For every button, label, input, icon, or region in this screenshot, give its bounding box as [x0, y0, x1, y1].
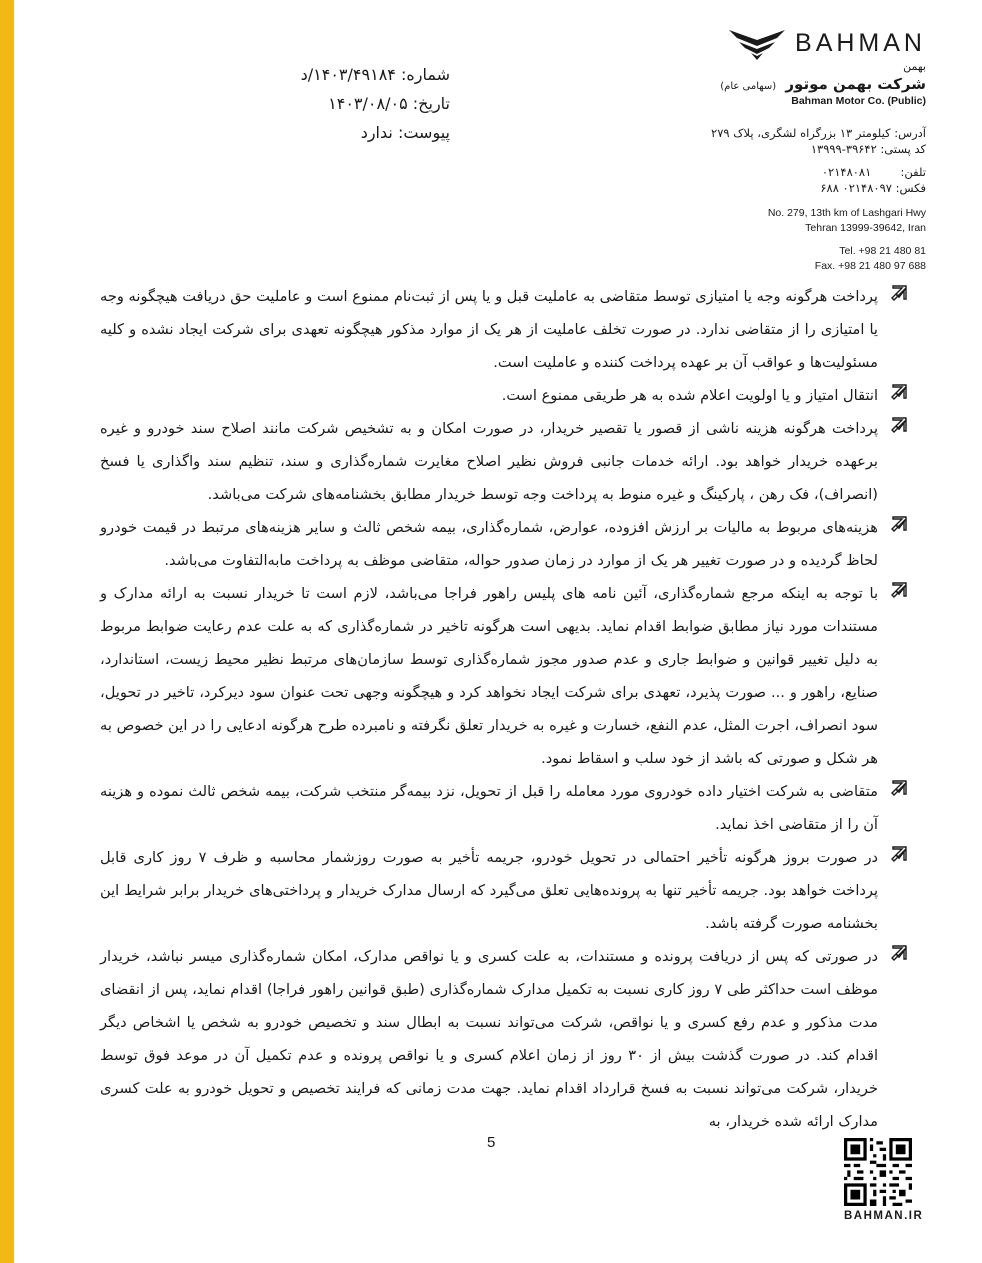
checkmark-arrow-icon [890, 284, 908, 302]
checkmark-arrow-icon [890, 515, 908, 533]
checkmark-arrow-icon [890, 416, 908, 434]
postal-code-fa: کد پستی: ۳۹۶۴۲-۱۳۹۹۹ [810, 141, 926, 156]
letter-date [230, 89, 450, 118]
clause-text: پرداخت هرگونه وجه یا امتیازی توسط متقاضی به عاملیت قبل و یا پس از ثبت‌نام ممنوع است و عاملیت حق دریافت هیچگونه وجه یا امتیازی را از متقاضی ندارد. در صورت تخلف عاملیت از هر یک از موارد مذکور هیچگونه تعهدی برای شرکت ایجاد نشده و کلیه مسئولیت‌ها و عواقب آن بر عهده پرداخت کننده و عاملیت است. [100, 288, 878, 371]
clause-text: متقاضی به شرکت اختیار داده خودروی مورد معامله را قبل از تحویل، نزد بیمه‌گر منتخب شرکت، بیمه شخص ثالث نموده و هزینه آن را از متقاضی اخذ نماید. [100, 783, 878, 833]
letter-number-label: شماره: [400, 65, 450, 84]
footer-qr [844, 1138, 924, 1222]
letter-date-value: ۱۴۰۳/۰۸/۰۵ [328, 94, 408, 113]
page-number: 5 [487, 1134, 496, 1151]
clause-text: در صورت بروز هرگونه تأخیر احتمالی در تحویل خودرو، جریمه تأخیر به صورت روزشمار محاسبه و ظرف ۷ روز کاری قابل پرداخت خواهد بود. جریمه تأخیر تنها به پرونده‌هایی تعلق می‌گیرد که ارسال مدارک خریدار و پرداختی‌های خریدار برابر شرایط این بخشنامه صورت گرفته باشد. [100, 849, 879, 932]
checkmark-arrow-icon [890, 944, 908, 962]
qr-code-icon [844, 1138, 912, 1206]
fax-label: فکس: [895, 180, 926, 195]
letterhead-logo [676, 26, 926, 107]
letter-number [230, 60, 450, 89]
letter-reference [230, 60, 450, 147]
company-name-fa [676, 75, 926, 93]
clause-item [100, 412, 908, 511]
checkmark-arrow-icon [890, 581, 908, 599]
letter-attachment-label: پیوست: [397, 123, 450, 142]
website-label[interactable]: BAHMAN.IR [844, 1210, 924, 1222]
yellow-side-bar [0, 0, 14, 1263]
address-en-line2: Tehran 13999-39642, Iran [805, 222, 926, 234]
company-name-fa-text: شرکت بهمن موتور [785, 75, 926, 93]
address-fa: آدرس: کیلومتر ۱۳ بزرگراه لشگری، پلاک ۲۷۹ [711, 126, 926, 140]
clause-text: انتقال امتیاز و یا اولویت اعلام شده به هر طریقی ممنوع است. [501, 387, 878, 404]
terms-body [100, 280, 908, 1138]
checkmark-arrow-icon [890, 779, 908, 797]
brand-name-fa: بهمن [903, 60, 926, 73]
clause-text: هزینه‌های مربوط به مالیات بر ارزش افزوده، عوارض، شماره‌گذاری، بیمه شخص ثالث و سایر هزینه‌های مرتبط در قیمت خودرو لحاظ گردیده و در صورت تغییر هر یک از موارد در زمان صدور حواله، متقاضی موظف به پرداخت مابه‌التفاوت می‌باشد. [100, 519, 878, 569]
bahman-wing-logo-icon [727, 26, 787, 60]
clause-item [100, 511, 908, 577]
checkmark-arrow-icon [890, 845, 908, 863]
company-type-fa: (سهامی عام) [720, 81, 777, 92]
letter-number-value: ۱۴۰۳/۴۹۱۸۴/د [300, 65, 396, 84]
tel-en: Tel. +98 21 480 81 [839, 245, 926, 257]
letter-attachment-value: ندارد [360, 123, 393, 142]
phone-fa [666, 165, 926, 181]
clause-text: در صورتی که پس از دریافت پرونده و مستندات، به علت کسری و یا نواقص مدارک، امکان شماره‌گذاری میسر نباشد، خریدار موظف است حداکثر طی ۷ روز کاری نسبت به تکمیل مدارک شماره‌گذاری (طبق قوانین راهور فراجا) اقدام نماید، پس از انقضای مدت مذکور و عدم رفع کسری و یا نواقص، شرکت می‌تواند نسبت به ابطال سند و تخصیص خودرو به شخص یا اشخاص دیگر اقدام کند. در صورت گذشت بیش از ۳۰ روز از زمان اعلام کسری و یا نواقص پرونده و عدم تکمیل آن در موعد فوق توسط خریدار، شرکت می‌تواند نسبت به فسخ قرارداد اقدام نماید. جهت مدت زمانی که فرایند تخصیص و تحویل خودرو به علت کسری مدارک ارائه شده خریدار، به [100, 948, 878, 1130]
clause-item [100, 280, 908, 379]
brand-name: BAHMAN [795, 29, 926, 57]
phone-label: تلفن: [900, 165, 926, 179]
contact-info-fa [666, 126, 926, 196]
phone-value: ۰۲۱۴۸۰۸۱ [821, 165, 872, 179]
clause-item [100, 577, 908, 775]
letter-attachment [230, 118, 450, 147]
clause-item [100, 379, 908, 412]
clause-item [100, 940, 908, 1138]
address-en-line1: No. 279, 13th km of Lashgari Hwy [767, 207, 926, 219]
clause-item [100, 775, 908, 841]
company-name-en: Bahman Motor Co. (Public) [791, 95, 926, 107]
clause-text: پرداخت هرگونه هزینه ناشی از قصور یا تقصیر خریدار، در صورت امکان و به تشخیص شرکت مانند اصلاح سند خودرو و غیره برعهده خریدار خواهد بود. ارائه خدمات جانبی فروش نظیر اصلاح مغایرت شماره‌گذاری و سند، تنظیم سند واگذاری یا فسخ (انصراف)، فک رهن ، پارکینگ و غیره منوط به پرداخت وجه توسط خریدار مطابق بخشنامه‌های شرکت می‌باشد. [100, 420, 878, 503]
clause-text: با توجه به اینکه مرجع شماره‌گذاری، آئین نامه های پلیس راهور فراجا می‌باشد، لازم است تا خریدار نسبت به ارائه مدارک و مستندات مورد نیاز مطابق ضوابط اقدام نماید. بدیهی است هرگونه تاخیر در شماره‌گذاری که به علت عدم رعایت ضوابط مربوط به دلیل تغییر قوانین و ضوابط جاری و عدم صدور مجوز شماره‌گذاری توسط سازمان‌های مرتبط نظیر محیط زیست، استاندارد، صنایع، راهور و ... صورت پذیرد، تعهدی برای شرکت ایجاد نخواهد کرد و هیچگونه وجهی تحت عنوان سود دیرکرد، تاخیر در تحویل، سود انصراف، اجرت المثل، عدم النفع، خسارت و غیره به خریدار تعلق نگرفته و نامبرده طرح هرگونه ادعایی را در این خصوص به هر شکل و صورتی که باشد از خود سلب و اسقاط نمود. [100, 585, 878, 767]
fax-en: Fax. +98 21 480 97 688 [814, 260, 926, 272]
fax-value: ۰۲۱۴۸۰۹۷ ۶۸۸ [820, 180, 892, 195]
fax-fa [666, 181, 926, 197]
letter-date-label: تاریخ: [412, 94, 450, 113]
clause-item [100, 841, 908, 940]
checkmark-arrow-icon [890, 383, 908, 401]
contact-info-en [686, 206, 926, 274]
